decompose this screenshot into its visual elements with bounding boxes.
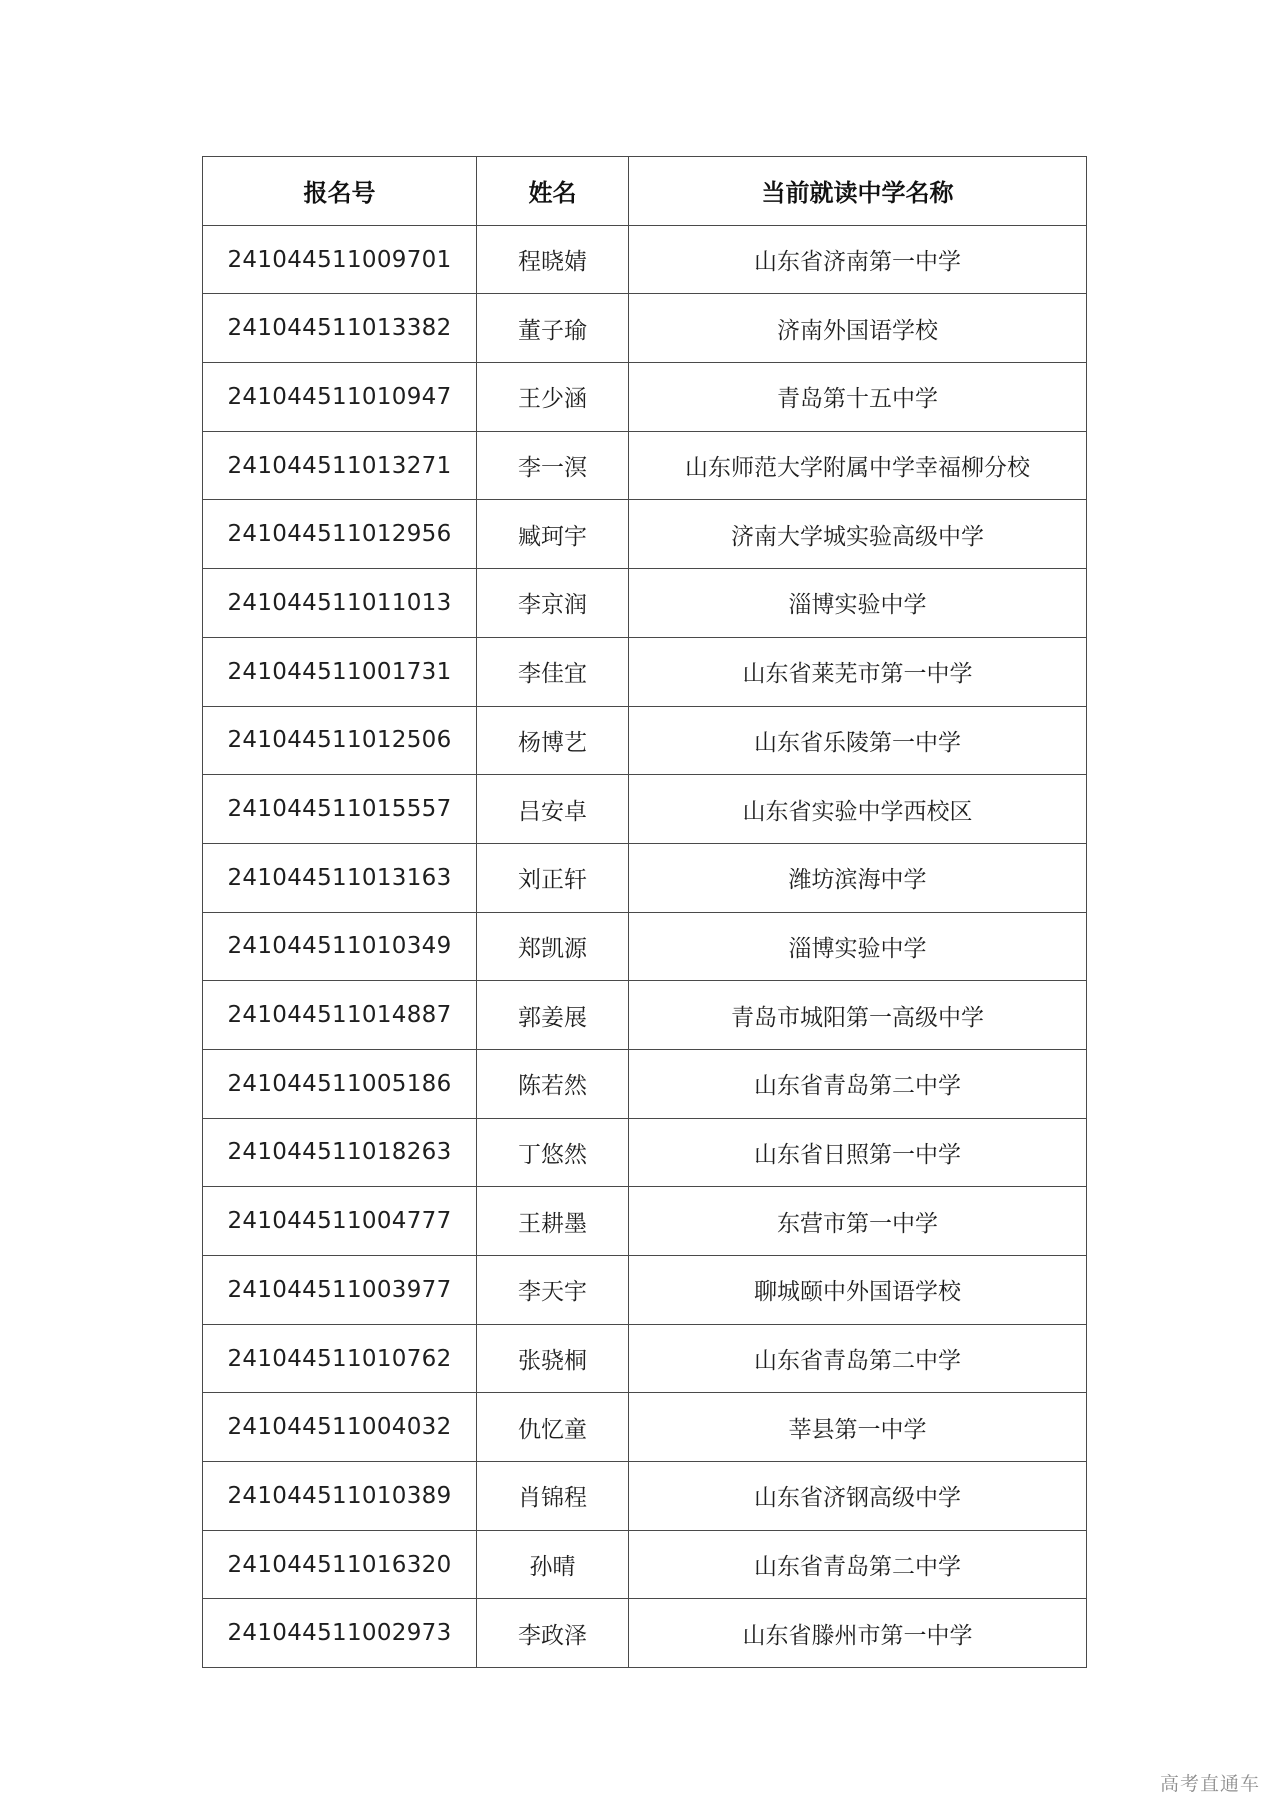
student-name-cell: 李一溟 [477,431,629,500]
header-student-name: 姓名 [477,157,629,226]
school-name-cell: 淄博实验中学 [629,912,1087,981]
table-row [203,225,1087,294]
registration-number-cell: 241044511014887 [203,981,477,1050]
school-name-cell: 济南外国语学校 [629,294,1087,363]
table-row [203,1324,1087,1393]
admission-roster-table [202,156,1087,1668]
school-name-cell: 山东省滕州市第一中学 [629,1599,1087,1668]
school-name-cell: 山东师范大学附属中学幸福柳分校 [629,431,1087,500]
registration-number-cell: 241044511010389 [203,1462,477,1531]
student-name-cell: 孙晴 [477,1530,629,1599]
table-row [203,843,1087,912]
student-name-cell: 王耕墨 [477,1187,629,1256]
school-name-cell: 山东省青岛第二中学 [629,1324,1087,1393]
school-name-cell: 淄博实验中学 [629,569,1087,638]
school-name-cell: 东营市第一中学 [629,1187,1087,1256]
registration-number-cell: 241044511005186 [203,1049,477,1118]
registration-number-cell: 241044511001731 [203,637,477,706]
registration-number-cell: 241044511016320 [203,1530,477,1599]
registration-number-cell: 241044511018263 [203,1118,477,1187]
registration-number-cell: 241044511013382 [203,294,477,363]
school-name-cell: 山东省莱芜市第一中学 [629,637,1087,706]
registration-number-cell: 241044511010947 [203,363,477,432]
student-name-cell: 董子瑜 [477,294,629,363]
table-row [203,1256,1087,1325]
table-body [203,225,1087,1667]
school-name-cell: 济南大学城实验高级中学 [629,500,1087,569]
student-name-cell: 李佳宜 [477,637,629,706]
student-name-cell: 吕安卓 [477,775,629,844]
student-name-cell: 杨博艺 [477,706,629,775]
table-row [203,1462,1087,1531]
school-name-cell: 山东省青岛第二中学 [629,1049,1087,1118]
student-name-cell: 张骁桐 [477,1324,629,1393]
school-name-cell: 潍坊滨海中学 [629,843,1087,912]
table-row [203,1530,1087,1599]
student-name-cell: 郭姜展 [477,981,629,1050]
school-name-cell: 青岛市城阳第一高级中学 [629,981,1087,1050]
student-name-cell: 李京润 [477,569,629,638]
registration-number-cell: 241044511004032 [203,1393,477,1462]
school-name-cell: 青岛第十五中学 [629,363,1087,432]
table-row [203,637,1087,706]
school-name-cell: 莘县第一中学 [629,1393,1087,1462]
student-name-cell: 肖锦程 [477,1462,629,1531]
registration-number-cell: 241044511010762 [203,1324,477,1393]
registration-number-cell: 241044511011013 [203,569,477,638]
school-name-cell: 山东省乐陵第一中学 [629,706,1087,775]
table-row [203,294,1087,363]
table-row [203,1118,1087,1187]
registration-number-cell: 241044511010349 [203,912,477,981]
registration-number-cell: 241044511015557 [203,775,477,844]
registration-number-cell: 241044511003977 [203,1256,477,1325]
table-row [203,981,1087,1050]
registration-number-cell: 241044511002973 [203,1599,477,1668]
registration-number-cell: 241044511012956 [203,500,477,569]
school-name-cell: 山东省青岛第二中学 [629,1530,1087,1599]
table-row [203,912,1087,981]
header-row [203,157,1087,226]
school-name-cell: 山东省日照第一中学 [629,1118,1087,1187]
student-name-cell: 程晓婧 [477,225,629,294]
table-row [203,1599,1087,1668]
table-row [203,363,1087,432]
student-name-cell: 丁悠然 [477,1118,629,1187]
table-header [203,157,1087,226]
student-name-cell: 李政泽 [477,1599,629,1668]
student-name-cell: 陈若然 [477,1049,629,1118]
student-name-cell: 刘正轩 [477,843,629,912]
school-name-cell: 山东省济南第一中学 [629,225,1087,294]
header-registration-number: 报名号 [203,157,477,226]
student-name-cell: 仇忆童 [477,1393,629,1462]
table-row [203,775,1087,844]
school-name-cell: 山东省济钢高级中学 [629,1462,1087,1531]
school-name-cell: 山东省实验中学西校区 [629,775,1087,844]
student-name-cell: 臧珂宇 [477,500,629,569]
table-row [203,500,1087,569]
header-current-school: 当前就读中学名称 [629,157,1087,226]
table-row [203,1393,1087,1462]
table-row [203,569,1087,638]
table-row [203,1049,1087,1118]
table-row [203,431,1087,500]
registration-number-cell: 241044511009701 [203,225,477,294]
registration-number-cell: 241044511013163 [203,843,477,912]
watermark-text: 高考直通车 [1159,1773,1260,1795]
school-name-cell: 聊城颐中外国语学校 [629,1256,1087,1325]
table-row [203,706,1087,775]
student-name-cell: 李天宇 [477,1256,629,1325]
registration-number-cell: 241044511004777 [203,1187,477,1256]
student-name-cell: 王少涵 [477,363,629,432]
student-name-cell: 郑凯源 [477,912,629,981]
table-row [203,1187,1087,1256]
registration-number-cell: 241044511013271 [203,431,477,500]
registration-number-cell: 241044511012506 [203,706,477,775]
